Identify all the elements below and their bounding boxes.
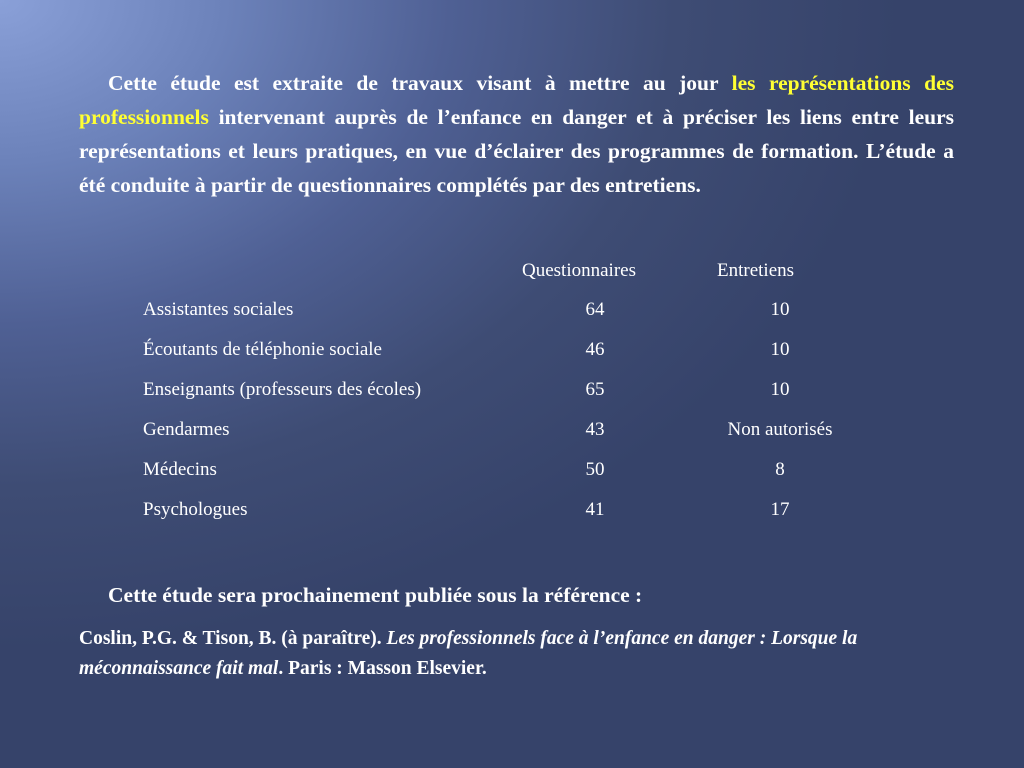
row-label: Médecins	[143, 459, 217, 480]
column-header-entretiens: Entretiens	[717, 260, 795, 281]
row-entretiens: Non autorisés	[727, 419, 833, 440]
column-header-questionnaires: Questionnaires	[522, 260, 636, 281]
row-label: Psychologues	[143, 499, 248, 520]
row-label: Assistantes sociales	[143, 299, 294, 320]
row-entretiens: 10	[770, 379, 790, 400]
intro-paragraph	[79, 66, 954, 202]
row-questionnaires: 46	[585, 339, 605, 360]
row-questionnaires: 65	[585, 379, 605, 400]
table-row	[0, 297, 1024, 327]
table-row	[0, 497, 1024, 527]
row-label: Écoutants de téléphonie sociale	[143, 339, 382, 360]
table-row	[0, 377, 1024, 407]
row-label: Gendarmes	[143, 419, 230, 440]
table-row	[0, 417, 1024, 447]
table-row	[0, 457, 1024, 487]
row-questionnaires: 64	[585, 299, 605, 320]
row-entretiens: 10	[770, 339, 790, 360]
row-questionnaires: 43	[585, 419, 605, 440]
intro-highlight: les représentations des professionnels	[79, 71, 954, 129]
intro-text-start: Cette étude est extraite de travaux visant à mettre au jour	[108, 71, 732, 95]
row-label: Enseignants (professeurs des écoles)	[143, 379, 422, 400]
intro-text-end: intervenant auprès de l’enfance en danger et à préciser les liens entre leurs représentations et leurs pratiques, en vue d’éclairer des programmes de formation. L’étude a été conduite à partir de questionnaires complétés par des entretiens.	[79, 105, 954, 197]
publication-note: Cette étude sera prochainement publiée sous la référence :	[108, 583, 643, 607]
reference-authors: Coslin, P.G. & Tison, B. (à paraître).	[79, 628, 387, 649]
row-entretiens: 17	[770, 499, 790, 520]
bibliographic-reference	[79, 624, 909, 684]
reference-title: Les professionnels face à l’enfance en danger : Lorsque la méconnaissance fait mal	[79, 628, 858, 679]
row-questionnaires: 50	[585, 459, 605, 480]
row-entretiens: 8	[775, 459, 785, 480]
table-row	[0, 337, 1024, 367]
row-questionnaires: 41	[585, 499, 605, 520]
reference-publisher: . Paris : Masson Elsevier.	[278, 658, 487, 679]
row-entretiens: 10	[770, 299, 790, 320]
